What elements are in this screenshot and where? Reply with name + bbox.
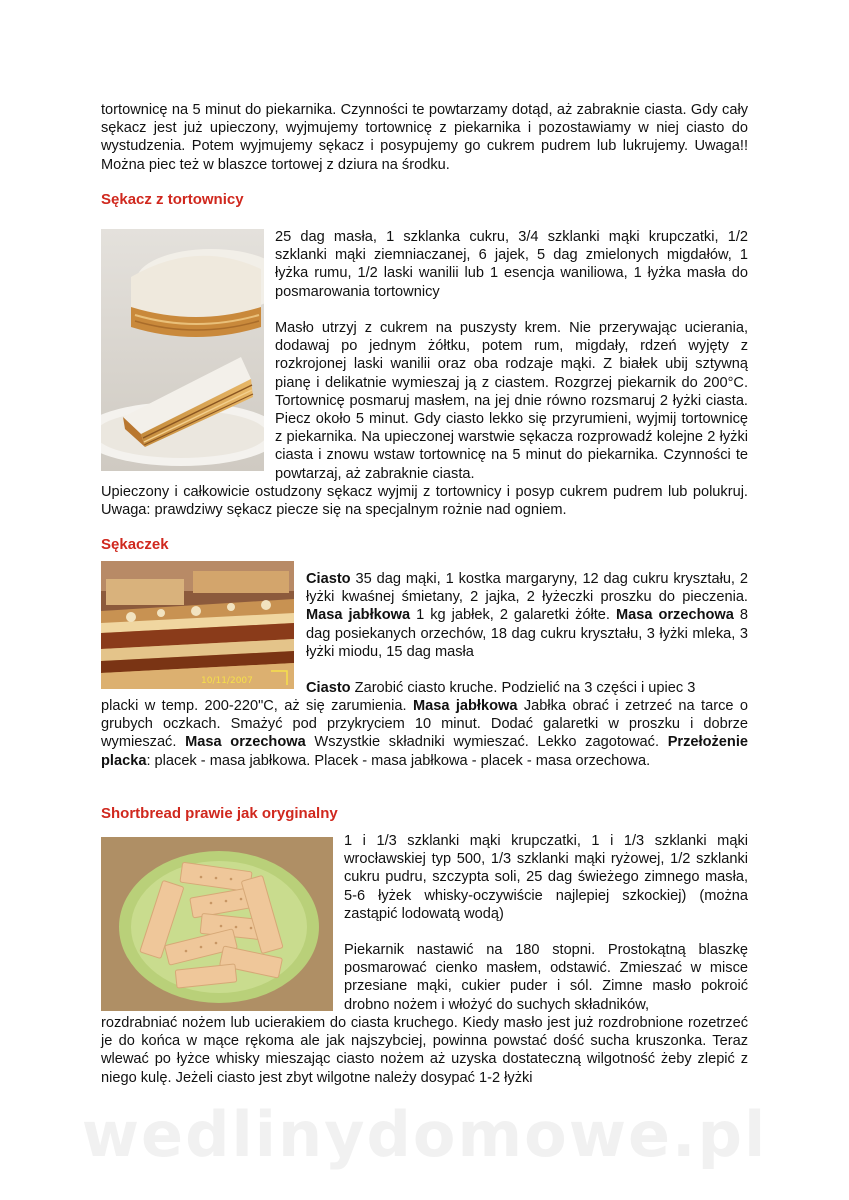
label-masa-orzechowa: Masa orzechowa <box>615 607 734 624</box>
recipe2-ingredients-text <box>306 570 748 661</box>
recipe3-method-text: Piekarnik nastawić na 180 stopni. Prostokątną blaszkę posmarować cienko masłem, odstawić. Zmieszać w misce przesiane mąki, cukier puder i sól. Zimne masło pokroić drobno nożem i włożyć do suchych składników, <box>344 942 748 1013</box>
recipe3-title: Shortbread prawie jak oryginalny <box>101 805 338 822</box>
masa-orzechowa-ingredients: 8 dag posiekanych orzechów, 18 dag cukru kryształu, 3 łyżki mleka, 3 łyżki miodu, 15 dag masła <box>306 607 748 660</box>
recipe3-ingredients <box>344 832 748 923</box>
label-masa-jablkowa: Masa jabłkowa <box>306 607 411 624</box>
recipe1-method-text: Masło utrzyj z cukrem na puszysty krem. Nie przerywając ucierania, dodawaj po jednym żółtku, potem rum, migdały, rdzeń wyjęty z rozkrojonej laski wanilii oraz oba rodzaje mąki. Z białek ubij sztywną pianę i delikatnie wymieszaj ją z ciastem. Rozgrzej piekarnik do 200°C. Tortownicę posmaruj masłem, na jej dnie równo rozsmaruj 2 łyżki ciasta. Piecz około 5 minut. Gdy ciasto lekko się przyrumieni, wyjmij tortownicę z piekarnika. Na upieczonej warstwie sękacza rozprowadź kolejne 2 łyżki ciasta i znowu wstaw tortownicę na 5 minut do piekarnika. Czynności te powtarzaj, aż zabraknie ciasta. <box>275 320 748 482</box>
recipe1-ingredients <box>275 228 748 301</box>
recipe1-ingredients-text: 25 dag masła, 1 szklanka cukru, 3/4 szklanki mąki krupczatki, 1/2 szklanki mąki ziemniaczanej, 6 jajek, 5 dag zmielonych migdałów, 1 łyżka rumu, 1/2 laski wanilii lub 1 esencja waniliowa, 1 łyżka masła do posmarowania tortownicy <box>275 229 748 300</box>
ciasto-ingredients: 35 dag mąki, 1 kostka margaryny, 12 dag cukru kryształu, 2 łyżki kwaśnej śmietany, 2 jajka, 2 łyżeczki proszku do pieczenia. <box>306 571 748 606</box>
recipe3-ingredients-text: 1 i 1/3 szklanki mąki krupczatki, 1 i 1/3 szklanki mąki wrocławskiej typ 500, 1/3 szklanki mąki ryżowej, 1/2 szklanki cukru pudru, szczypta soli, 25 dag świeżego zimnego masła, 5-6 łyżek whisky-oczywiście najlepiej szkockiej) (można zastąpić lodowatą wodą) <box>344 833 748 922</box>
recipe3-photo <box>101 837 333 1011</box>
masa-orzechowa-method: Wszystkie składniki wymieszać. Lekko zagotować. <box>305 734 668 751</box>
label-ciasto: Ciasto <box>306 571 351 587</box>
recipe2-method-first-line <box>306 679 748 697</box>
recipe3-method-end <box>101 1014 748 1087</box>
recipe2-photo <box>101 561 294 689</box>
masa-jablkowa-method: Jabłka obrać i zetrzeć na tarce o grubych oczkach. Smażyć pod przykryciem 10 minut. Dodać galaretki w proszku i dobrze wymieszać. <box>101 698 748 751</box>
recipe2-method-text <box>101 697 748 770</box>
recipe3-method-end-text: rozdrabniać nożem lub ucierakiem do ciasta kruchego. Kiedy masło jest już rozdrobnione rozetrzeć je do końca w mące rękoma ale jak najszybciej, powinna powstać dość sucha kruszonka. Teraz wlewać po łyżce whisky mieszając ciasto nożem aż uzyska dostateczną wilgotność żeby zlepić z niego kulę. Jeżeli ciasto jest zbyt wilgotne należy dosypać 1-2 łyżki <box>101 1015 748 1086</box>
przelozenie-text: : placek - masa jabłkowa. Placek - masa jabłkowa - placek - masa orzechowa. <box>146 752 651 769</box>
masa-jablkowa-ingredients: 1 kg jabłek, 2 galaretki żółte. <box>410 607 616 624</box>
ciasto-method: Zarobić ciasto kruche. Podzielić na 3 części i upiec 3 <box>350 680 696 696</box>
label-ciasto-method: Ciasto <box>306 680 351 696</box>
label-przelozenie: Przełożenie placka <box>101 734 748 769</box>
recipe2-ingredients <box>306 570 748 661</box>
label-masa-orzechowa-method: Masa orzechowa <box>185 734 306 751</box>
watermark: wedlinydomowe.pl <box>81 1098 768 1171</box>
recipe2-method-line1 <box>306 679 748 697</box>
intro-paragraph <box>101 101 748 174</box>
recipe3-method <box>344 941 748 1014</box>
recipe1-method-end-text: Upieczony i całkowicie ostudzony sękacz wyjmij z tortownicy i posyp cukrem pudrem lub polukruj. Uwaga: prawdziwy sękacz piecze się na specjalnym rożnie nad ogniem. <box>101 484 748 519</box>
label-masa-jablkowa-method: Masa jabłkowa <box>412 698 518 714</box>
recipe1-title: Sękacz z tortownicy <box>101 191 244 208</box>
intro-text: tortownicę na 5 minut do piekarnika. Czynności te powtarzamy dotąd, aż zabraknie ciasta. Gdy cały sękacz jest już upieczony, wyjmujemy tortownicę z piekarnika i pozostawiamy w niej ciasto do wystudzenia. Potem wyjmujemy sękacz i posypujemy go cukrem pudrem lub lukrujemy. Uwaga!! Można piec też w blaszce tortowej z dziura na środku. <box>101 102 748 173</box>
recipe2-title: Sękaczek <box>101 536 169 553</box>
photo-date-stamp: 10/11/2007 <box>201 676 253 686</box>
recipe1-photo <box>101 229 264 471</box>
recipe2-method <box>101 697 748 770</box>
ciasto-method-cont: placki w temp. 200-220"C, aż się zarumienia. <box>101 698 413 714</box>
recipe1-method-end <box>101 483 748 519</box>
recipe1-method <box>275 319 748 483</box>
